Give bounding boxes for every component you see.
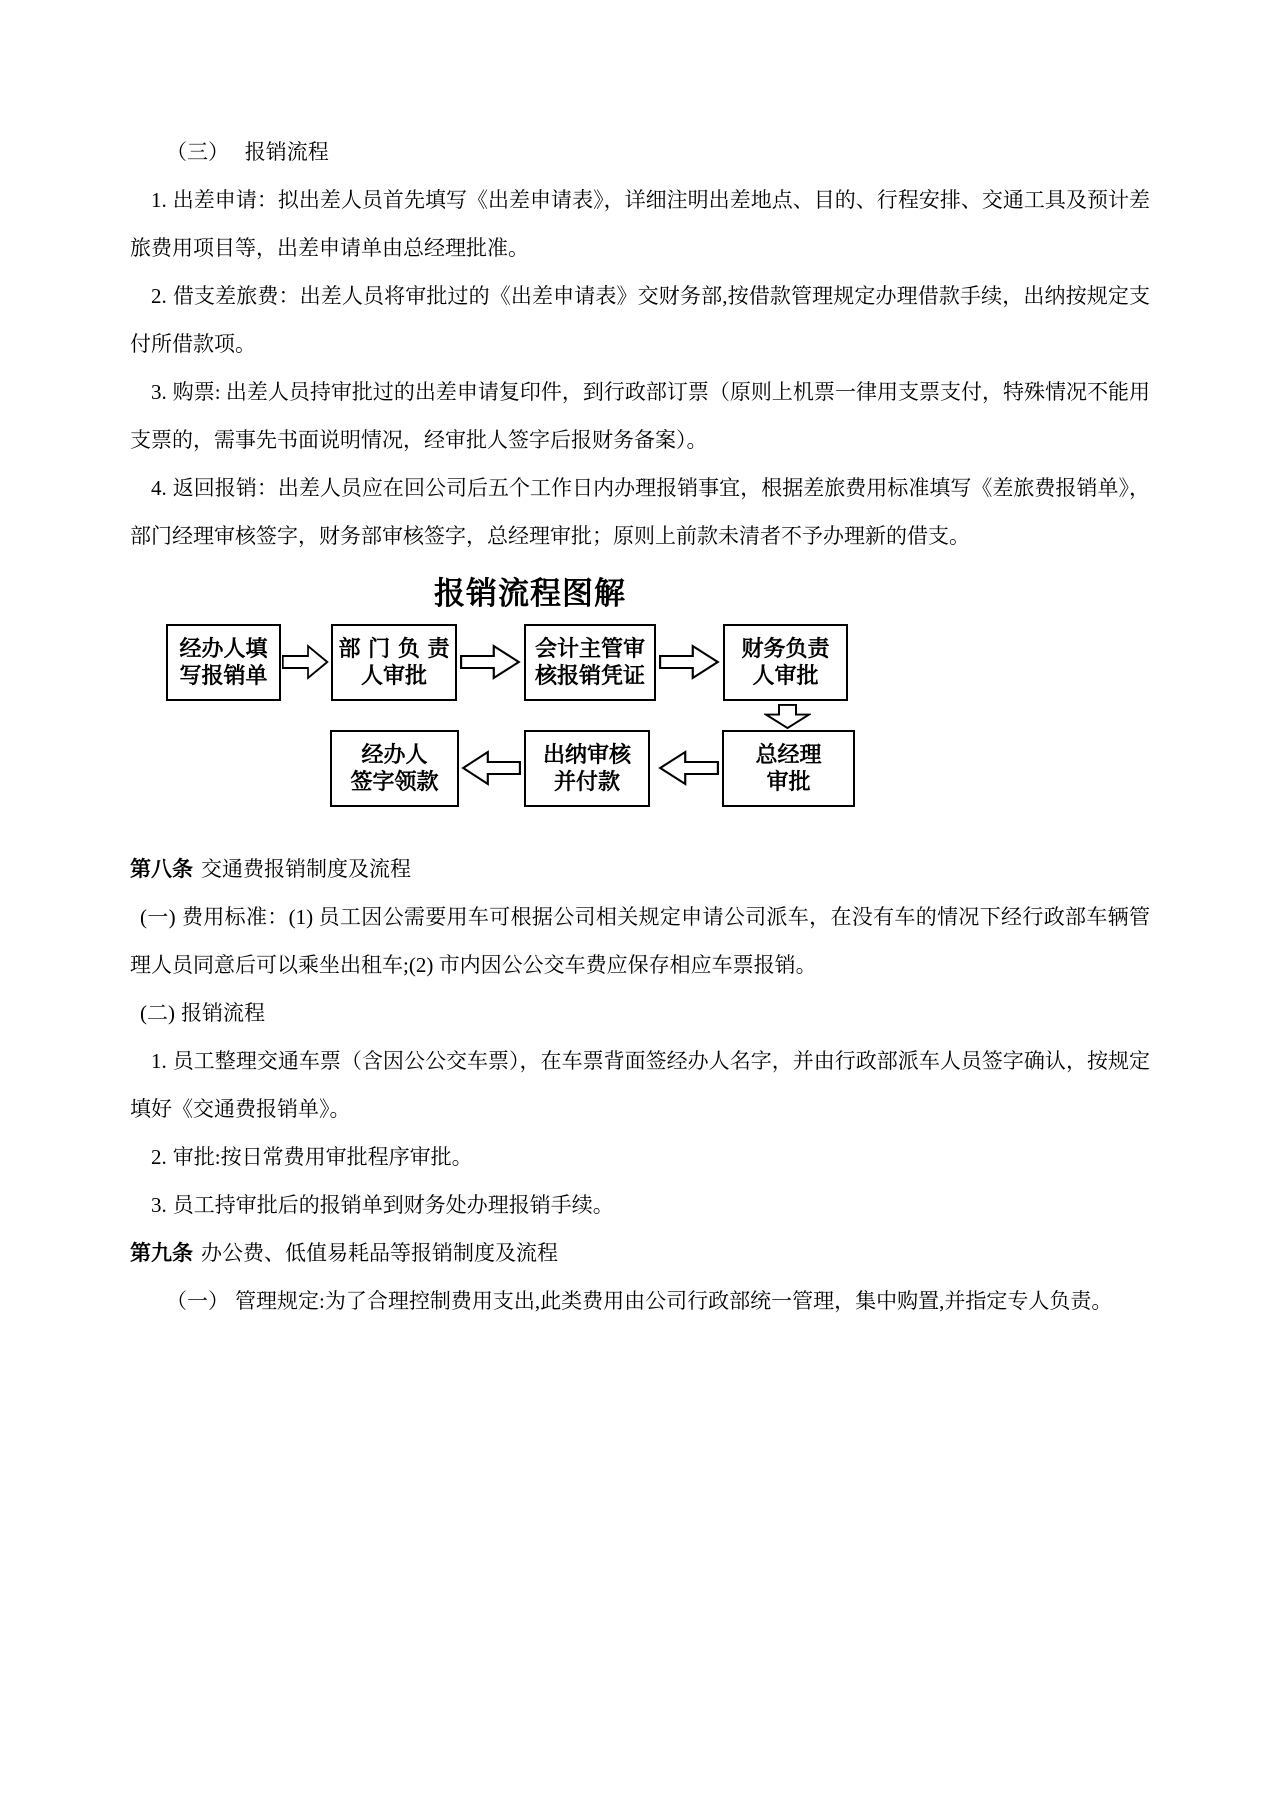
flow-node-label-line2: 人审批 — [752, 664, 819, 689]
paragraph-ticket-purchase — [130, 368, 1150, 464]
paragraph-travel-request — [130, 176, 1150, 272]
flowchart-canvas — [130, 624, 1150, 809]
paragraph-reimburse-flow-heading — [130, 989, 1150, 1037]
item-text: 员工持审批后的报销单到财务处办理报销手续。 — [172, 1193, 614, 1217]
item-text: 借支差旅费：出差人员将审批过的《出差申请表》交财务部,按借款管理规定办理借款手续，出纳按规定支付所借款项。 — [130, 284, 1150, 356]
paragraph-finance-procedure — [130, 1181, 1150, 1229]
item-text: 报销流程 — [181, 1001, 265, 1025]
item-text: 员工整理交通车票（含因公公交车票），在车票背面签经办人名字，并由行政部派车人员签字确认，按规定填好《交通费报销单》。 — [130, 1049, 1150, 1121]
flow-node-accounting-review — [524, 624, 656, 701]
item-text: 管理规定:为了合理控制费用支出,此类费用由公司行政部统一管理，集中购置,并指定专人负责。 — [235, 1289, 1113, 1313]
article-9-heading — [130, 1229, 1150, 1277]
item-number: (一) — [140, 905, 176, 929]
item-text: 购票: 出差人员持审批过的出差申请复印件，到行政部订票（原则上机票一律用支票支付，特殊情况不能用支票的，需事先书面说明情况，经审批人签字后报财务备案）。 — [130, 380, 1150, 452]
flow-node-label-line2: 人审批 — [360, 664, 427, 689]
paragraph-management-rule — [130, 1277, 1150, 1325]
flowchart-title: 报销流程图解 — [434, 576, 626, 612]
item-number: 1. — [151, 1049, 167, 1073]
arrow-left-icon — [461, 750, 521, 786]
flow-node-label-line2: 并付款 — [553, 770, 620, 795]
flowchart — [130, 572, 1150, 809]
flow-node-sign-collect — [330, 730, 459, 807]
arrow-right-icon — [282, 644, 329, 680]
flow-node-cashier-pay — [524, 730, 650, 807]
flow-node-label-line1: 部 门 负 责 — [338, 637, 450, 662]
item-number: (二) — [140, 1001, 175, 1025]
flow-node-label-line1: 经办人 — [361, 743, 428, 768]
item-number: 4. — [151, 476, 167, 500]
flow-node-label-line1: 出纳审核 — [542, 743, 631, 768]
flow-node-label-line2: 审批 — [766, 770, 811, 795]
section-heading — [130, 128, 1150, 176]
flow-node-label-line2: 签字领款 — [350, 770, 439, 795]
paragraph-advance-funds — [130, 272, 1150, 368]
article-title: 交通费报销制度及流程 — [201, 857, 411, 881]
item-number: 1. — [151, 188, 167, 212]
flow-node-gm-approve — [722, 730, 855, 807]
arrow-right-icon — [460, 644, 521, 680]
flow-node-label-line2: 写报销单 — [179, 664, 268, 689]
flow-node-label-line1: 总经理 — [755, 743, 822, 768]
flow-node-finance-head-approve — [723, 624, 848, 701]
item-number: 2. — [151, 284, 167, 308]
flow-node-label-line1: 财务负责 — [741, 637, 830, 662]
item-text: 出差申请：拟出差人员首先填写《出差申请表》，详细注明出差地点、目的、行程安排、交通工具及预计差旅费用项目等，出差申请单由总经理批准。 — [130, 188, 1150, 260]
paragraph-fee-standard — [130, 893, 1150, 989]
arrow-right-icon — [659, 644, 720, 680]
item-text: 返回报销：出差人员应在回公司后五个工作日内办理报销事宜，根据差旅费用标准填写《差旅费报销单》，部门经理审核签字，财务部审核签字，总经理审批；原则上前款未清者不予办理新的借支。 — [130, 476, 1150, 548]
paragraph-return-reimburse — [130, 464, 1150, 560]
article-label: 第九条 — [130, 1241, 193, 1265]
item-number: （一） — [166, 1289, 229, 1313]
flow-node-fill-form — [166, 624, 281, 701]
flow-node-label-line1: 经办人填 — [179, 637, 268, 662]
article-title: 办公费、低值易耗品等报销制度及流程 — [201, 1241, 558, 1265]
paragraph-ticket-organize — [130, 1037, 1150, 1133]
arrow-left-icon — [658, 750, 719, 786]
article-label: 第八条 — [130, 857, 193, 881]
item-text: 审批:按日常费用审批程序审批。 — [172, 1145, 473, 1169]
flow-node-dept-head-approve — [331, 624, 457, 701]
item-number: 3. — [151, 1193, 167, 1217]
item-number: 3. — [151, 380, 167, 404]
flow-node-label-line2: 核报销凭证 — [534, 664, 645, 689]
section-heading-text: （三） 报销流程 — [166, 140, 329, 164]
paragraph-approval — [130, 1133, 1150, 1181]
arrow-down-icon — [764, 704, 811, 729]
article-8-heading — [130, 845, 1150, 893]
item-number: 2. — [151, 1145, 167, 1169]
flow-node-label-line1: 会计主管审 — [534, 637, 645, 662]
item-text: 费用标准：(1) 员工因公需要用车可根据公司相关规定申请公司派车，在没有车的情况下经行政部车辆管理人员同意后可以乘坐出租车;(2) 市内因公公交车费应保存相应车票报销。 — [130, 905, 1150, 977]
